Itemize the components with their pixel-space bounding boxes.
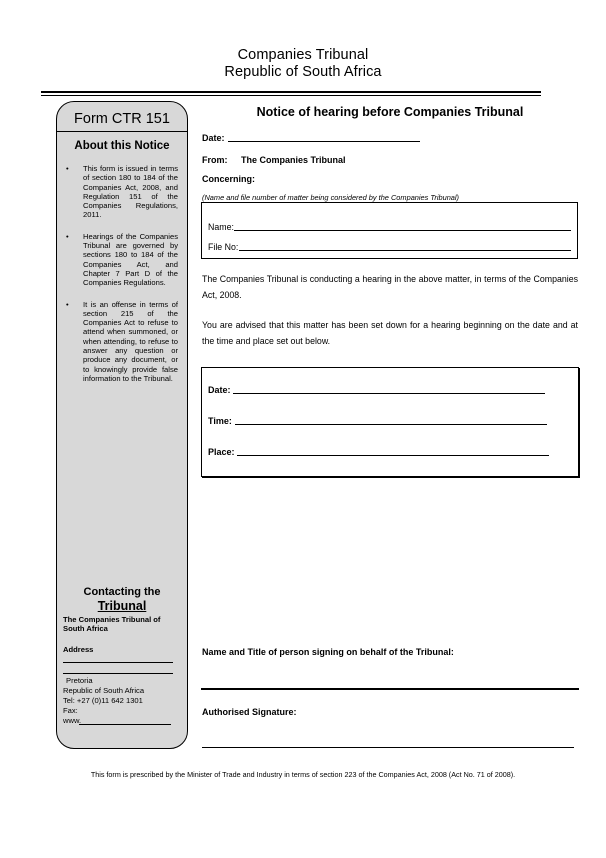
signature-label: Authorised Signature: — [202, 707, 297, 717]
hearing-date-field[interactable] — [233, 393, 545, 394]
signature-field[interactable] — [202, 747, 574, 748]
org-name: The Companies Tribunal of South Africa — [63, 615, 161, 634]
about-bullets — [62, 164, 178, 395]
header-title-line2: Republic of South Africa — [224, 64, 382, 80]
contact-fax: Fax: — [63, 706, 78, 715]
contact-heading: Contacting the — [83, 586, 161, 598]
hearing-time-field[interactable] — [235, 424, 547, 425]
file-no-field[interactable] — [239, 250, 571, 251]
address-line-1[interactable] — [63, 662, 173, 663]
about-heading: About this Notice — [74, 140, 170, 152]
address-country: Republic of South Africa — [63, 686, 145, 695]
header-rule — [41, 91, 541, 93]
signatory-label: Name and Title of person signing on behalf of the Tribunal: — [202, 647, 454, 657]
bullet-icon: • — [66, 164, 69, 173]
name-label: Name: — [208, 222, 234, 232]
box-shadow-right — [578, 368, 580, 478]
address-line-2[interactable] — [63, 673, 173, 674]
contact-heading-tribunal: Tribunal — [97, 599, 147, 613]
list-item: • It is an offense in terms of section 215 of the Companies Act to refuse to attend when summoned, or when attending, to refuse to answer any question or produce any document, or to knowingly provide false information to the Tribunal. — [62, 300, 178, 384]
sidebar-divider — [56, 131, 188, 132]
hearing-details-box — [201, 367, 579, 477]
footer-note: This form is prescribed by the Minister of Trade and Industry in terms of section 223 of the Companies Act, 2008 (Act No. 71 of 2008). — [90, 770, 516, 779]
bullet-icon: • — [66, 299, 69, 309]
from-label: From: — [202, 155, 228, 165]
paragraph-hearing: The Companies Tribunal is conducting a hearing in the above matter, in terms of the Companies Act, 2008. — [202, 274, 578, 300]
signatory-field[interactable] — [201, 688, 579, 690]
form-number: Form CTR 151 — [74, 111, 170, 127]
address-city: Pretoria — [66, 676, 93, 685]
hearing-place-field[interactable] — [237, 455, 549, 456]
header-title-line1: Companies Tribunal — [237, 47, 369, 63]
paragraph-advice: You are advised that this matter has been set down for a hearing beginning on the date and at the time and place set out below. — [202, 320, 578, 346]
notice-date-label: Date: — [202, 133, 225, 143]
www-line[interactable] — [79, 724, 171, 725]
notice-title: Notice of hearing before Companies Tribunal — [256, 105, 524, 119]
file-no-label: File No: — [208, 242, 239, 252]
bullet-icon: • — [66, 231, 69, 241]
contact-tel: Tel: +27 (0)11 642 1301 — [63, 696, 143, 705]
hearing-date-label: Date: — [208, 385, 231, 395]
header-rule-thin — [41, 95, 541, 96]
list-item: • This form is issued in terms of section 180 to 184 of the Companies Act, 2008, and Regulation 151 of the Companies Regulations, 2011. — [62, 164, 178, 220]
hearing-place-label: Place: — [208, 447, 235, 457]
address-label: Address — [63, 645, 94, 654]
notice-date-field[interactable] — [228, 141, 420, 142]
concerning-label: Concerning: — [202, 174, 255, 184]
contact-www: www. — [63, 716, 82, 725]
from-value: The Companies Tribunal — [241, 155, 346, 165]
hearing-time-label: Time: — [208, 416, 232, 426]
list-item: • Hearings of the Companies Tribunal are governed by sections 180 to 184 of the Companies Act, and Chapter 7 Part D of the Companies Regulations. — [62, 232, 178, 288]
name-field[interactable] — [234, 230, 571, 231]
concerning-note: (Name and file number of matter being considered by the Companies Tribunal) — [202, 193, 460, 202]
box-shadow-bottom — [202, 476, 580, 478]
